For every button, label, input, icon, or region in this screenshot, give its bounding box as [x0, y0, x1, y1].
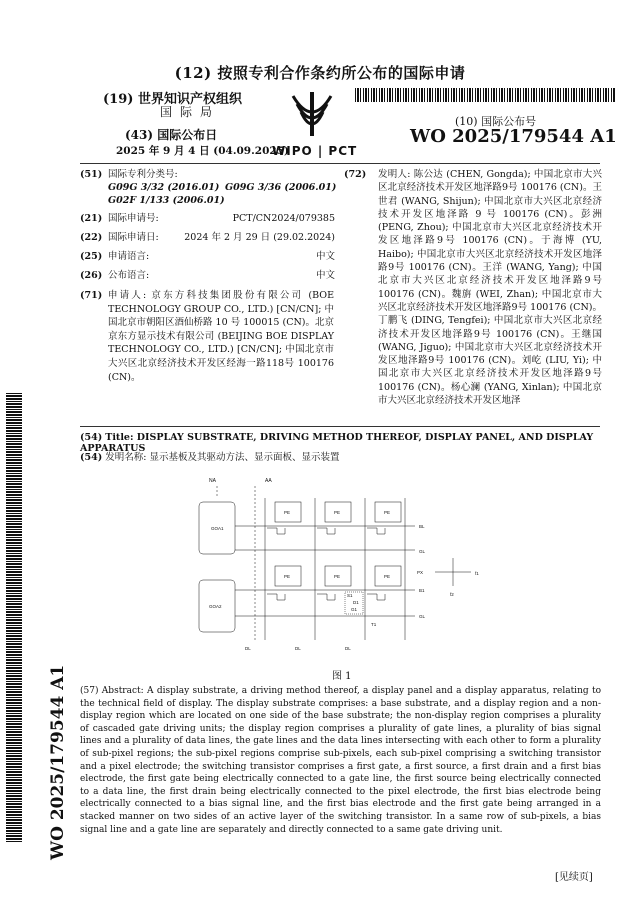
app-no-value: PCT/CN2024/079385: [232, 213, 335, 224]
abstract-text: (57) Abstract: A display substrate, a driving method thereof, a display panel and a display apparatus, relating to the technical field of display. The display substrate comprises: a base substrate, and a display region and a non-display region which are located on one side of the base substrate; the non-display region comprises a plurality of cascaded gate driving units; the display region comprises a plurality of gate lines, a plurality of bias signal lines and a plurality of data lines, the gate lines and the data lines intersecting with each other to form a plurality of sub-pixel regions; the sub-pixel regions comprise sub-pixels, each sub-pixel comprising a switching transistor and a pixel electrode; the switching transistor comprises a first gate, a first source, a first drain and a first bias electrode, the first gate being electrically connected to a gate line, the first source being electrically connected to a data line, the first drain being electrically connected to the pixel electrode, the first bias electrode being electrically connected to a bias signal line, and the first bias electrode and the first gate being arranged in a stacked manner on two sides of an active layer of the switching transistor. In a same row of sub-pixels, a bias signal line and a gate line are separately and directly connected to a same gate driving unit.: [80, 686, 601, 835]
pub-lang-num: (26): [80, 270, 103, 281]
fig-label-aa: AA: [265, 478, 272, 484]
pub-lang-label: 公布语言:: [108, 270, 150, 281]
header-divider: [80, 163, 600, 164]
pubdate-value: 2025 年 9 月 4 日 (04.09.2025): [116, 145, 289, 157]
fig-label-dl-2: DL: [295, 646, 301, 651]
title-zh: [80, 449, 339, 463]
fig-label-na: NA: [209, 478, 216, 484]
fig-label-pe-2: PE: [334, 510, 341, 515]
fig-label-gl-2: GL: [419, 614, 426, 619]
fig-label-f1: f1: [475, 571, 479, 576]
fig-label-pe-3: PE: [384, 510, 391, 515]
pubno-value: WO 2025/179544 A1: [410, 126, 617, 147]
filing-value: 2024 年 2 月 29 日 (29.02.2024): [184, 232, 335, 243]
filing-lang-label: 申请语言:: [108, 251, 150, 262]
ipc-2: G09G 3/36 (2006.01): [225, 182, 337, 193]
fig-label-dl-1: DL: [245, 646, 251, 651]
filing-label: 国际申请日:: [108, 232, 159, 243]
applicant-text: 申请人: 京东方科技集团股份有限公司 (BOE TECHNOLOGY GROUP CO., LTD.) [CN/CN]; 中国北京市朝阳区酒仙桥路 10 号 100015 (CN)。北京京东方显示技术有限公司 (BEIJING BOE DISPLAY TECHNOLOGY CO., LTD.) [CN/CN]; 中国北京市大兴区北京经济技术开发区经海一路118号 100176 (CN)。: [108, 290, 334, 383]
fig-label-t1: T1: [371, 622, 377, 627]
fig-label-b1: B1: [419, 588, 425, 593]
fig-label-px: PX: [417, 570, 424, 575]
pub-lang-value: 中文: [315, 270, 335, 281]
biblio-left: [80, 168, 335, 428]
filing-num: (22): [80, 232, 103, 243]
fig-label-dl-3: DL: [345, 646, 351, 651]
pubdate-label: (43) 国际公布日: [125, 128, 218, 142]
fig-label-pe-5: PE: [334, 574, 341, 579]
sidebar-pubno: WO 2025/179544 A1: [48, 664, 68, 860]
fig-label-pe-6: PE: [384, 574, 391, 579]
fig-label-pe-1: PE: [284, 510, 291, 515]
fig-label-goa2: GOA2: [209, 604, 222, 609]
org-sub: 国际局: [160, 105, 221, 119]
fig-label-goa1: GOA1: [211, 526, 224, 531]
pubno-label: (10) 国际公布号: [455, 115, 537, 128]
fig-label-gl-1: GL: [419, 549, 426, 554]
app-no-label: 国际申请号:: [108, 213, 159, 224]
org-name-text: 世界知识产权组织: [137, 92, 242, 107]
ipc-3: G02F 1/133 (2006.01): [108, 195, 225, 206]
title-en-text: Title: DISPLAY SUBSTRATE, DRIVING METHOD THEREOF, DISPLAY PANEL, AND DISPLAY APPARATUS: [80, 432, 594, 454]
figure-caption: 图 1: [332, 671, 352, 682]
app-no-num: (21): [80, 213, 103, 224]
ipc-1: G09G 3/32 (2016.01): [108, 182, 220, 193]
figure-drawing: [195, 478, 495, 658]
fig-label-d1: D1: [353, 600, 359, 605]
fig-label-f2: f2: [450, 592, 454, 597]
filing-lang-value: 中文: [315, 251, 335, 262]
org-num: (19): [103, 92, 134, 107]
title-en-num: (54): [80, 432, 103, 443]
fig-label-g1: G1: [351, 607, 358, 612]
fig-label-pe-4: PE: [284, 574, 291, 579]
ipc-num: (51): [80, 169, 103, 180]
inventor-num: (72): [344, 169, 367, 180]
vertical-barcode-icon: [6, 392, 22, 842]
wipo-pct-label: WIPO | PCT: [272, 144, 358, 158]
barcode-icon: [355, 88, 615, 102]
applicant-num: (71): [80, 290, 103, 301]
title-zh-text: 发明名称: 显示基板及其驱动方法、显示面板、显示装置: [105, 452, 340, 463]
title-zh-num: (54): [80, 452, 103, 463]
wipo-logo-icon: [285, 88, 339, 142]
publication-type-title: (12) 按照专利合作条约所公布的国际申请: [174, 64, 466, 82]
inventor-text: 发明人: 陈公达 (CHEN, Gongda); 中国北京市大兴区北京经济技术开发区地泽路9号 100176 (CN)。王世君 (WANG, Shijun); 中国北京市大兴区北京经济技术开发区地泽路 9 号 100176 (CN)。彭洲 (PENG, Zhou); 中国北京市大兴区北京经济技术开发区地泽路9号 100176 (CN)。于海博 (YU, Haibo); 中国北京市大兴区北京经济技术开发区地泽路9号 100176 (CN)。王洋 (WANG, Yang); 中国北京市大兴区北京经济技术开发区地泽路9号 100176 (CN)。魏旃 (WEI, Zhan); 中国北京市大兴区北京经济技术开发区地泽路9号 100176 (CN)。丁鹏飞 (DING, Tengfei); 中国北京市大兴区北京经济技术开发区地泽路9号 100176 (CN)。王继国 (WANG, Jiguo); 中国北京市大兴区北京经济技术开发区地泽路9号 100176 (CN)。刘屹 (LIU, Yi); 中国北京市大兴区北京经济技术开发区地泽路9号 100176 (CN)。杨心澜 (YANG, Xinlan); 中国北京市大兴区北京经济技术开发区地泽: [378, 169, 602, 407]
ipc-label: 国际专利分类号:: [108, 169, 178, 180]
filing-lang-num: (25): [80, 251, 103, 262]
fig-label-bl-1: BL: [419, 524, 425, 529]
fig-label-s1: S1: [347, 593, 353, 598]
biblio-right: [344, 168, 602, 407]
title-divider: [80, 426, 600, 427]
continued-label: [见续页]: [555, 872, 593, 883]
